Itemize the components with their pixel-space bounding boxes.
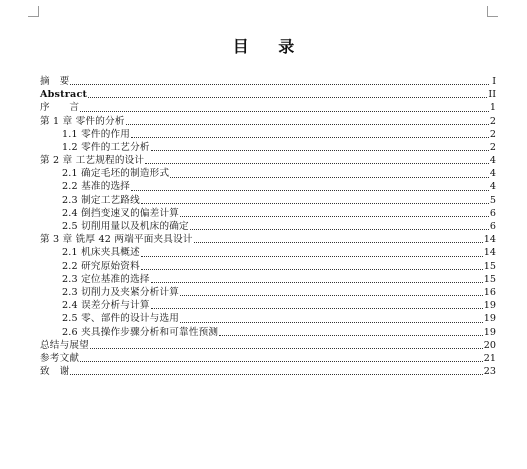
toc-entry-label: 2.3 切削力及夹紧分析计算 bbox=[62, 286, 180, 298]
toc-entry-page-number: 19 bbox=[483, 326, 496, 338]
toc-dot-leader bbox=[70, 83, 489, 85]
toc-entry-page-number: 16 bbox=[483, 286, 496, 298]
toc-entry[interactable] bbox=[40, 365, 496, 378]
toc-entry-page-number: I bbox=[492, 75, 496, 87]
toc-entry[interactable] bbox=[40, 181, 496, 194]
toc-entry[interactable] bbox=[40, 233, 496, 246]
toc-entry-label: 2.3 制定工艺路线 bbox=[62, 194, 140, 206]
toc-entry-page-number: 20 bbox=[483, 339, 496, 351]
toc-entry[interactable] bbox=[40, 260, 496, 273]
toc-dot-leader bbox=[190, 228, 489, 230]
toc-entry-label: 2.2 研究原始资料 bbox=[62, 260, 140, 272]
toc-dot-leader bbox=[70, 373, 482, 375]
toc-entry-page-number: 19 bbox=[483, 313, 496, 325]
toc-entry-label: 2.3 定位基准的选择 bbox=[62, 273, 150, 285]
toc-dot-leader bbox=[180, 294, 483, 296]
toc-dot-leader bbox=[219, 334, 483, 336]
toc-entry-label: 第 2 章 工艺规程的设计 bbox=[40, 155, 145, 167]
toc-entry[interactable] bbox=[40, 75, 496, 88]
toc-entry-page-number: 14 bbox=[483, 247, 496, 259]
toc-entry-page-number: 21 bbox=[483, 352, 496, 364]
toc-dot-leader bbox=[80, 110, 489, 112]
toc-entry-label: 第 1 章 零件的分析 bbox=[40, 115, 125, 127]
toc-entry-page-number: 2 bbox=[489, 115, 496, 127]
toc-dot-leader bbox=[141, 255, 483, 257]
toc-dot-leader bbox=[141, 202, 489, 204]
toc-entry-page-number: 23 bbox=[483, 366, 496, 378]
toc-entry-label: 第 3 章 铣厚 42 两端平面夹具设计 bbox=[40, 234, 193, 246]
toc-entry-label: 2.4 误差分析与计算 bbox=[62, 300, 150, 312]
toc-dot-leader bbox=[131, 189, 489, 191]
toc-entry-page-number: 2 bbox=[489, 128, 496, 140]
toc-entry-label: 序 言 bbox=[40, 102, 80, 114]
toc-entry-page-number: 1 bbox=[489, 102, 496, 114]
toc-dot-leader bbox=[131, 136, 489, 138]
table-of-contents bbox=[40, 75, 496, 378]
toc-entry-label: 2.2 基准的选择 bbox=[62, 181, 131, 193]
crop-mark-top-left bbox=[28, 6, 39, 17]
toc-entry[interactable] bbox=[40, 220, 496, 233]
toc-entry-page-number: 15 bbox=[483, 273, 496, 285]
toc-entry-page-number: 4 bbox=[489, 168, 496, 180]
toc-dot-leader bbox=[194, 241, 483, 243]
toc-entry[interactable] bbox=[40, 273, 496, 286]
toc-dot-leader bbox=[170, 176, 489, 178]
toc-entry-label: Abstract bbox=[40, 89, 88, 101]
toc-entry[interactable] bbox=[40, 115, 496, 128]
toc-entry[interactable] bbox=[40, 88, 496, 101]
toc-dot-leader bbox=[180, 321, 483, 323]
toc-entry-label: 2.1 确定毛坯的制造形式 bbox=[62, 168, 170, 180]
toc-entry-page-number: 6 bbox=[489, 207, 496, 219]
toc-entry[interactable] bbox=[40, 312, 496, 325]
toc-dot-leader bbox=[141, 268, 483, 270]
toc-dot-leader bbox=[151, 307, 483, 309]
toc-entry-label: 参考文献 bbox=[40, 352, 80, 364]
toc-entry-label: 2.1 机床夹具概述 bbox=[62, 247, 140, 259]
toc-title: 目 录 bbox=[232, 37, 307, 56]
toc-entry-label: 1.1 零件的作用 bbox=[62, 128, 131, 140]
toc-entry[interactable] bbox=[40, 167, 496, 180]
toc-dot-leader bbox=[145, 162, 489, 164]
toc-entry[interactable] bbox=[40, 141, 496, 154]
toc-dot-leader bbox=[151, 149, 489, 151]
toc-entry[interactable] bbox=[40, 299, 496, 312]
crop-mark-top-right bbox=[487, 6, 498, 17]
toc-dot-leader bbox=[151, 281, 483, 283]
toc-dot-leader bbox=[90, 347, 483, 349]
toc-entry-page-number: 5 bbox=[489, 194, 496, 206]
toc-entry[interactable] bbox=[40, 194, 496, 207]
toc-entry[interactable] bbox=[40, 246, 496, 259]
toc-dot-leader bbox=[80, 360, 483, 362]
toc-entry-page-number: 6 bbox=[489, 221, 496, 233]
toc-entry-page-number: 14 bbox=[483, 234, 496, 246]
toc-entry[interactable] bbox=[40, 207, 496, 220]
toc-entry-label: 总结与展望 bbox=[40, 339, 89, 351]
toc-dot-leader bbox=[180, 215, 489, 217]
toc-entry-page-number: 2 bbox=[489, 141, 496, 153]
toc-entry[interactable] bbox=[40, 326, 496, 339]
toc-entry-label: 2.5 切削用量以及机床的确定 bbox=[62, 221, 189, 233]
toc-entry[interactable] bbox=[40, 352, 496, 365]
toc-entry-page-number: 15 bbox=[483, 260, 496, 272]
toc-entry-label: 摘 要 bbox=[40, 75, 70, 87]
toc-entry[interactable] bbox=[40, 128, 496, 141]
toc-dot-leader bbox=[88, 96, 487, 98]
toc-entry-page-number: II bbox=[488, 89, 496, 101]
toc-entry[interactable] bbox=[40, 339, 496, 352]
toc-entry-label: 2.5 零、部件的设计与选用 bbox=[62, 313, 180, 325]
toc-entry[interactable] bbox=[40, 154, 496, 167]
toc-entry-label: 2.6 夹具操作步骤分析和可靠性预测 bbox=[62, 326, 219, 338]
toc-entry-label: 1.2 零件的工艺分析 bbox=[62, 141, 150, 153]
toc-entry-page-number: 4 bbox=[489, 181, 496, 193]
toc-entry-label: 致 谢 bbox=[40, 366, 70, 378]
toc-entry-page-number: 4 bbox=[489, 155, 496, 167]
toc-dot-leader bbox=[126, 123, 489, 125]
toc-entry[interactable] bbox=[40, 286, 496, 299]
toc-entry-page-number: 19 bbox=[483, 300, 496, 312]
toc-entry[interactable] bbox=[40, 101, 496, 114]
toc-entry-label: 2.4 倒挡变速叉的偏差计算 bbox=[62, 207, 180, 219]
